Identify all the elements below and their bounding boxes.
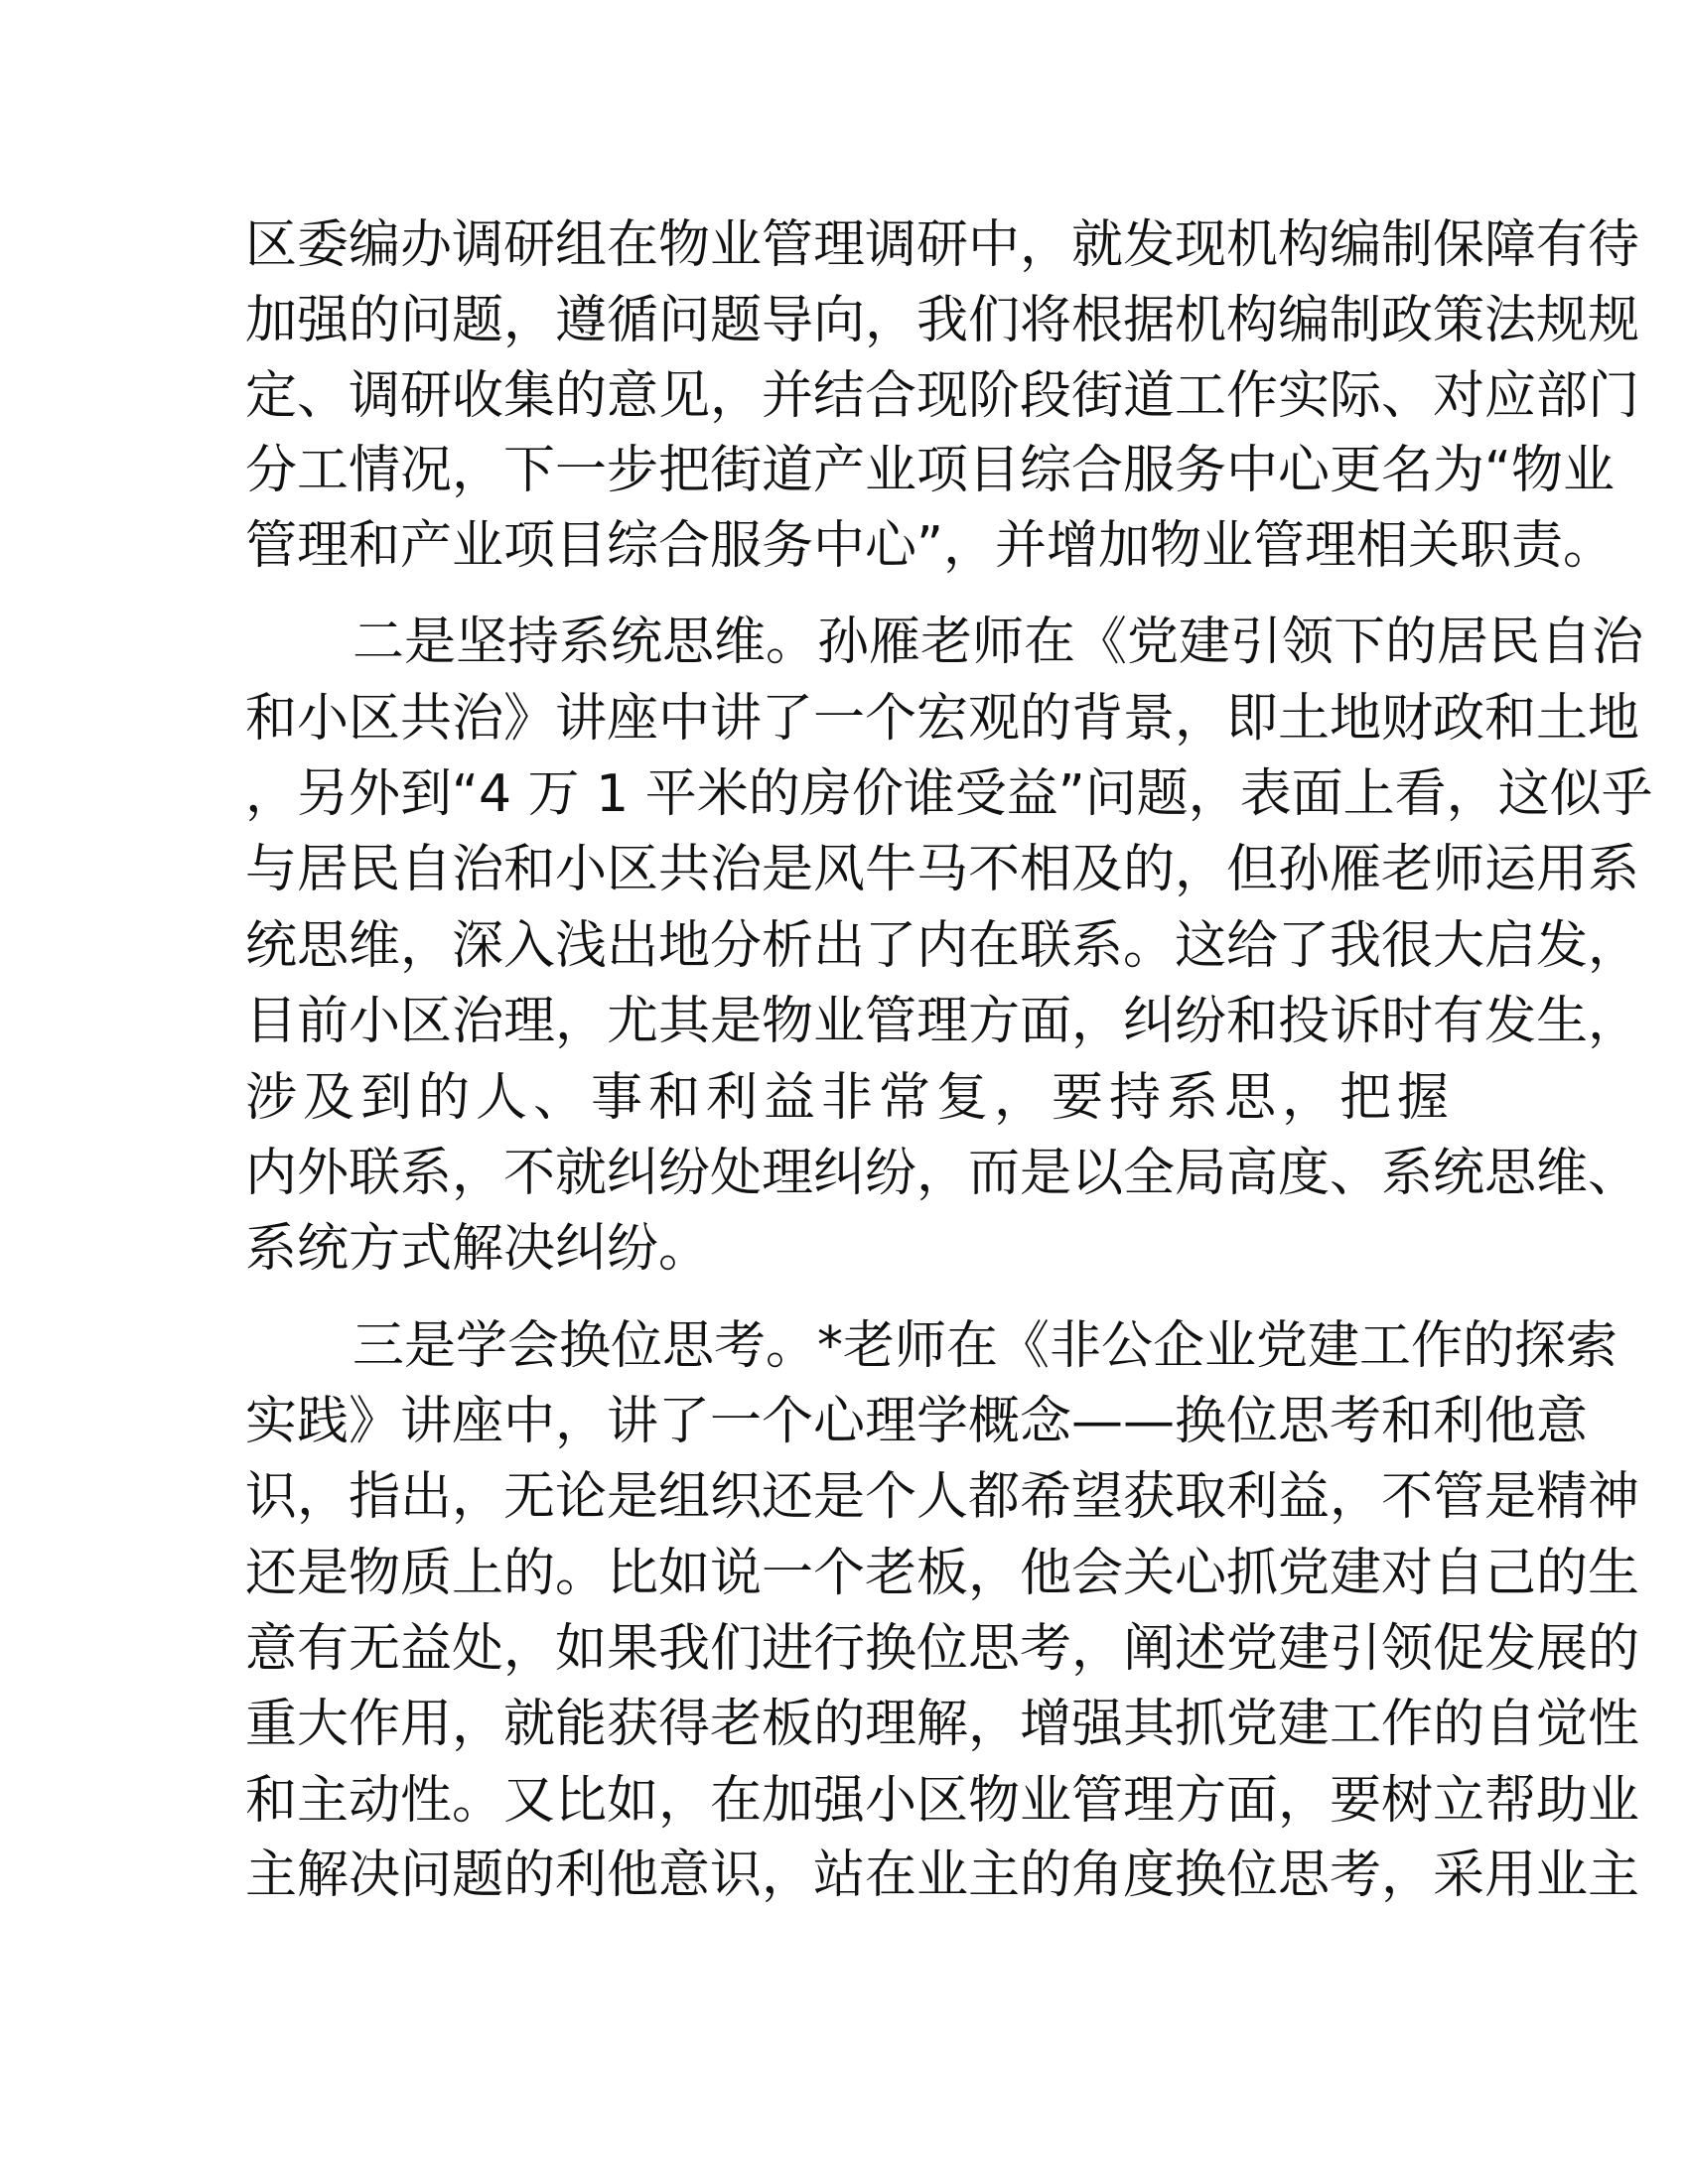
text-line: 区委编办调研组在物业管理调研中，就发现机构编制保障有待 [245, 215, 1640, 275]
text-line: 系统方式解决纠纷。 [245, 1219, 711, 1279]
text-line: 主解决问题的利他意识，站在业主的角度换位思考，采用业主 [245, 1845, 1640, 1905]
text-line: 涉及到的人、事和利益非常复，要持系思，把握 [245, 1068, 1456, 1128]
text-line: 统思维，深入浅出地分析出了内在联系。这给了我很大启发， [245, 916, 1640, 976]
text-line: ，另外到“4 万 1 平米的房价谁受益”问题，表面上看，这似乎 [245, 764, 1653, 824]
text-line: 加强的问题，遵循问题导向，我们将根据机构编制政策法规规 [245, 291, 1640, 350]
text-line: 管理和产业项目综合服务中心”，并增加物业管理相关职责。 [245, 516, 1615, 576]
text-line: 重大作用，就能获得老板的理解，增强其抓党建工作的自觉性 [245, 1695, 1640, 1754]
text-line: 分工情况，下一步把街道产业项目综合服务中心更名为“物业 [245, 441, 1615, 500]
text-line: 意有无益处，如果我们进行换位思考，阐述党建引领促发展的 [245, 1619, 1640, 1679]
text-line: 和主动性。又比如，在加强小区物业管理方面，要树立帮助业 [245, 1771, 1640, 1831]
text-line: 目前小区治理，尤其是物业管理方面，纠纷和投诉时有发生， [245, 992, 1640, 1051]
text-line: 和小区共治》讲座中讲了一个宏观的背景，即土地财政和土地 [245, 689, 1640, 749]
text-line: 定、调研收集的意见，并结合现阶段街道工作实际、对应部门 [245, 366, 1640, 426]
text-line: 识，指出，无论是组织还是个人都希望获取利益，不管是精神 [245, 1467, 1640, 1527]
text-line: 三是学会换位思考。*老师在《非公企业党建工作的探索 [352, 1316, 1618, 1376]
text-line: 还是物质上的。比如说一个老板，他会关心抓党建对自己的生 [245, 1544, 1640, 1603]
text-line: 与居民自治和小区共治是风牛马不相及的，但孙雁老师运用系 [245, 840, 1640, 899]
text-line: 内外联系，不就纠纷处理纠纷，而是以全局高度、系统思维、 [245, 1144, 1640, 1203]
text-line: 实践》讲座中，讲了一个心理学概念——换位思考和利他意 [245, 1392, 1589, 1451]
text-line: 二是坚持系统思维。孙雁老师在《党建引领下的居民自治 [352, 613, 1644, 672]
